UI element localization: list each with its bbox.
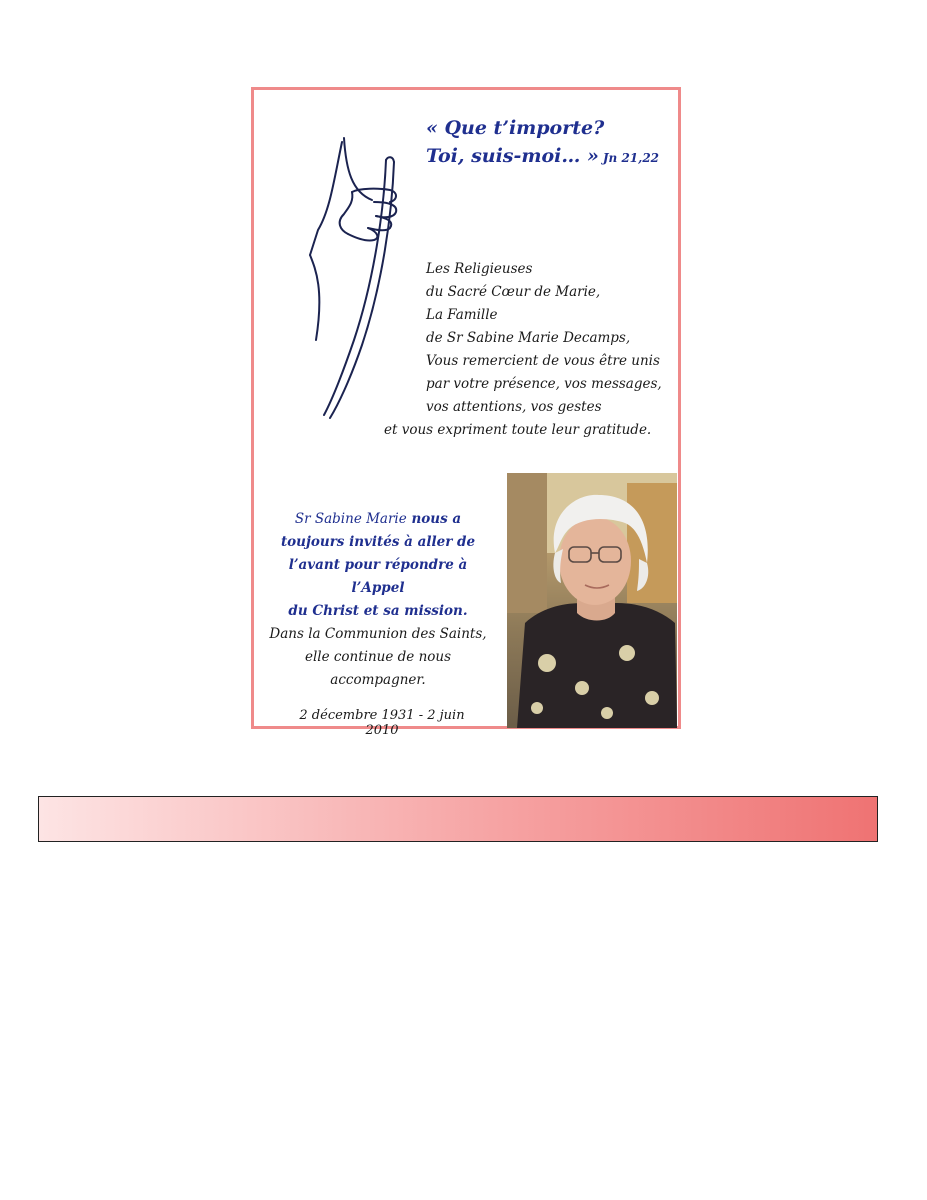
tribute-line: du Christ et sa mission. — [288, 603, 468, 619]
quote-line-1: « Que t’importe? — [426, 117, 605, 139]
tribute-line — [262, 508, 494, 531]
thanks-line: par votre présence, vos messages, — [426, 376, 662, 392]
tribute-line: Dans la Communion des Saints, — [269, 626, 487, 642]
tribute-line-1-rest: nous a — [411, 511, 462, 527]
tribute-text — [262, 508, 494, 692]
portrait-illustration — [507, 473, 677, 728]
thanks-line: Vous remercient de vous être unis — [426, 353, 660, 369]
thanks-line: de Sr Sabine Marie Decamps, — [426, 330, 631, 346]
tribute-line: elle continue de nous — [304, 649, 452, 665]
tribute-line: accompagner. — [330, 672, 426, 688]
thanks-line: du Sacré Cœur de Marie, — [426, 284, 601, 300]
thanks-message — [374, 258, 674, 442]
thanks-line: vos attentions, vos gestes — [426, 399, 602, 415]
quote-reference: Jn 21,22 — [602, 151, 660, 165]
quote-line-2: Toi, suis-moi… » — [426, 145, 599, 167]
memorial-card — [251, 87, 681, 738]
tribute-name: Sr Sabine Marie — [294, 511, 407, 527]
thanks-line: La Famille — [426, 307, 498, 323]
life-dates: 2 décembre 1931 - 2 juin 2010 — [299, 708, 465, 738]
gradient-banner — [38, 796, 878, 842]
thanks-line: et vous expriment toute leur gratitude. — [384, 422, 652, 438]
tribute-line: l’avant pour répondre à l’Appel — [288, 557, 468, 596]
thanks-line: Les Religieuses — [426, 261, 533, 277]
portrait-photo — [507, 473, 677, 728]
bible-quote — [426, 114, 676, 172]
tribute-line: toujours invités à aller de — [280, 534, 476, 550]
